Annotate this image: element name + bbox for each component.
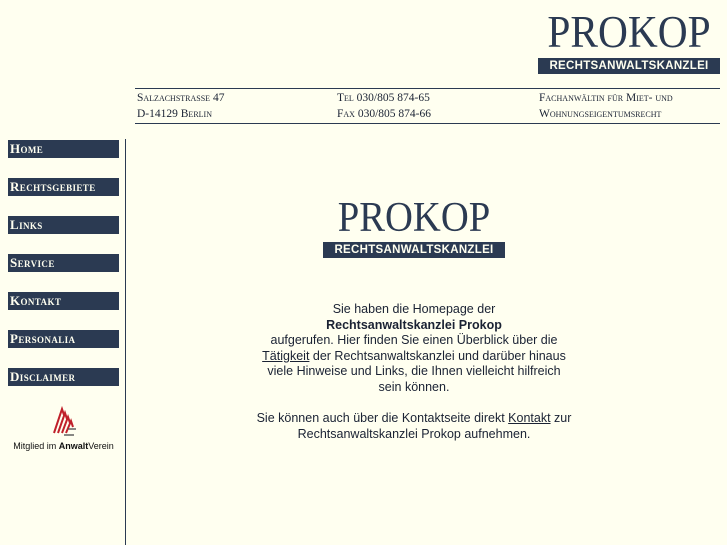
nav-home[interactable]: Home [8,140,119,158]
address-street-block [137,90,224,122]
address-bar [135,88,720,124]
sidebar-nav [8,140,119,406]
kontakt-link[interactable]: Kontakt [508,411,551,426]
nav-links[interactable]: Links [8,216,119,234]
contact-paragraph: Sie können auch über die Kontaktseite direkt Kontakt zur Rechtsanwaltskanzlei Prokop aufnehmen. [256,411,572,441]
nav-personalia[interactable]: Personalia [8,330,119,348]
nav-rechtsgebiete[interactable]: Rechtsgebiete [8,178,119,196]
phone-number: Tel 030/805 874-65 [337,92,430,104]
sidebar-divider [125,139,126,545]
specialty-block [539,90,673,122]
center-logo [323,196,505,258]
logo-wordmark: PROKOP [547,7,711,57]
center-logo-wordmark: PROKOP [337,195,491,241]
header-logo [538,8,720,74]
anwaltverein-caption: Mitglied im AnwaltVerein [13,441,114,451]
nav-service[interactable]: Service [8,254,119,272]
anwaltverein-logo-icon [50,405,78,439]
fax-number: Fax 030/805 874-66 [337,108,431,120]
logo-subtitle: RECHTSANWALTSKANZLEI [538,58,720,74]
firm-name: Rechtsanwaltskanzlei Prokop [326,317,502,332]
intro-paragraph: Sie haben die Homepage der Rechtsanwaltskanzlei Prokop aufgerufen. Hier finden Sie einen Überblick über die Tätigkeit der Rechtsanwaltskanzlei und darüber hinaus viele Hinweise und Links, die Ihnen vielleicht hilfreich sein können. [262,302,566,394]
center-logo-subtitle: RECHTSANWALTSKANZLEI [323,242,505,258]
taetigkeit-link[interactable]: Tätigkeit [262,348,310,363]
main-content [250,196,578,442]
address-street: Salzachstrasse 47 [137,92,225,104]
specialty-line-2: Wohnungseigentumsrecht [539,108,662,120]
nav-disclaimer[interactable]: Disclaimer [8,368,119,386]
anwaltverein-badge[interactable] [8,405,119,451]
address-phone-block [337,90,431,122]
welcome-text [250,302,578,442]
nav-kontakt[interactable]: Kontakt [8,292,119,310]
specialty-line-1: Fachanwältin für Miet- und [539,92,673,104]
address-city: D-14129 Berlin [137,108,212,120]
